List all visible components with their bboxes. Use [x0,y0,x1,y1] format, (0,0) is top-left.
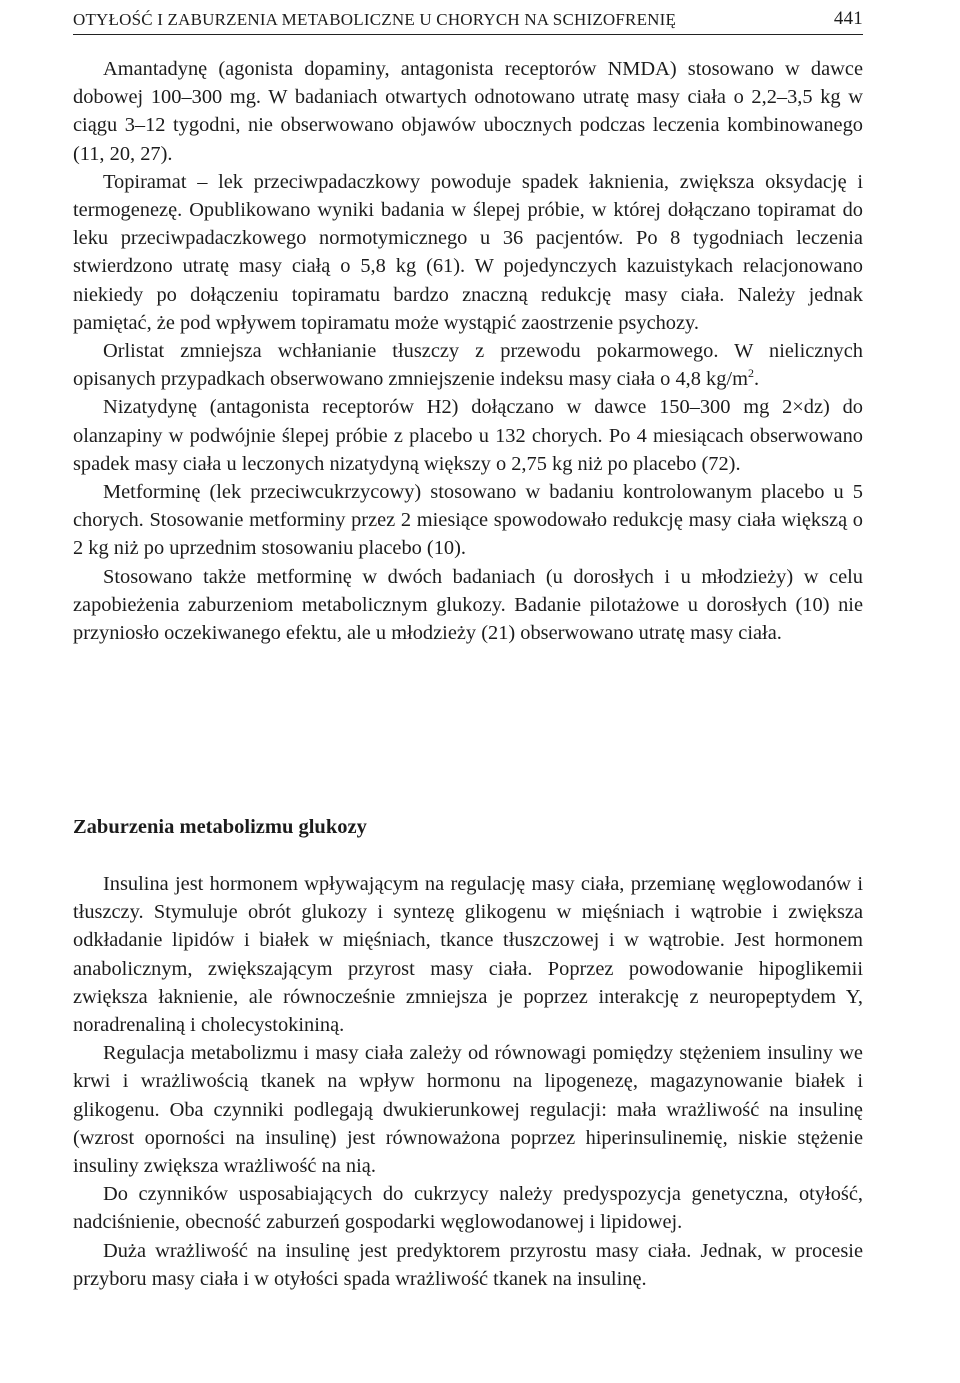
paragraph-orlistat [73,337,863,393]
body-text-bottom [73,870,863,1293]
running-header [73,4,863,35]
running-title: OTYŁOŚĆ I ZABURZENIA METABOLICZNE U CHORYCH NA SCHIZOFRENIĘ [73,10,677,29]
paragraph-sensitivity: Duża wrażliwość na insulinę jest predyktorem przyrostu masy ciała. Jednak, w procesie przyboru masy ciała i w otyłości spada wrażliwość tkanek na insulinę. [73,1239,863,1290]
paragraph-regulation: Regulacja metabolizmu i masy ciała zależy od równowagi pomiędzy stężeniem insuliny we krwi i wrażliwością tkanek na wpływ hormonu na lipogenezę, magazynowanie białek i glikogenu. Oba czynniki podlegają dwukierunkowej regulacji: mała wrażliwość na insulinę (wzrost oporności na insulinę) jest równoważona poprzez hiperinsulinemię, niskie stężenie insuliny zwiększa wrażliwość na nią. [73,1042,863,1178]
orlistat-superscript: 2 [747,366,754,381]
orlistat-text: Orlistat zmniejsza wchłanianie tłuszczy z przewodu pokarmowego. W nielicznych opisanych przypadkach obserwowano zmniejszenie indeksu masy ciała o 4,8 kg/m [73,340,863,391]
orlistat-period: . [753,368,760,391]
paragraph-amantadine: Amantadynę (agonista dopaminy, antagonista receptorów NMDA) stosowano w dawce dobowej 100–300 mg. W badaniach otwartych odnotowano utratę masy ciała o 2,2–3,5 kg w ciągu 3–12 tygodni, nie obserwowano objawów ubocznych podczas leczenia kombinowanego (11, 20, 27). [73,58,863,165]
paragraph-topiramate: Topiramat – lek przeciwpadaczkowy powoduje spadek łaknienia, zwiększa oksydację i termogenezę. Opublikowano wyniki badania w ślepej próbie, w której dołączano topiramat do leku przeciwpadaczkowego normotymicznego u 36 pacjentów. Po 8 tygodniach leczenia stwierdzono utratę masy ciałą o 5,8 kg (61). W pojedynczych kazuistykach relacjonowano niekiedy po dołączeniu topiramatu bardzo znaczną redukcję masy ciała. Należy jednak pamiętać, że pod wpływem topiramatu może wystąpić zaostrzenie psychozy. [73,170,863,334]
section-heading: Zaburzenia metabolizmu glukozy [73,816,367,838]
paragraph-metformin-2: Stosowano także metforminę w dwóch badaniach (u dorosłych i u młodzieży) w celu zapobieżenia zaburzeniom metabolicznym glukozy. Badanie pilotażowe u dorosłych (10) nie przyniosło oczekiwanego efektu, ale u młodzieży (21) obserwowano utratę masy ciała. [73,565,863,645]
paragraph-insulin: Insulina jest hormonem wpływającym na regulację masy ciała, przemianę węglowodanów i tłuszczy. Stymuluje obrót glukozy i syntezę glikogenu w mięśniach i wątrobie i zwiększa odkładanie lipidów i białek w mięśniach, tkance tłuszczowej i w wątrobie. Jest hormonem anabolicznym, zwiększającym przyrost masy ciała. Poprzez powodowanie hipoglikemii zwiększa łaknienie, ale równocześnie zmniejsza je poprzez interakcję z neuropeptydem Y, noradrenaliną i cholecystokininą. [73,873,863,1037]
paragraph-risk-factors: Do czynników usposabiających do cukrzycy należy predyspozycja genetyczna, otyłość, nadciśnienie, obecność zaburzeń gospodarki węglowodanowej i lipidowej. [73,1183,863,1234]
paragraph-nizatidine: Nizatydynę (antagonista receptorów H2) dołączano w dawce 150–300 mg 2×dz) do olanzapiny w podwójnie ślepej próbie z placebo u 132 chorych. Po 4 miesiącach obserwowano spadek masy ciała u leczonych nizatydyną większy o 2,75 kg niż po placebo (72). [73,396,863,475]
body-text-top [73,55,863,647]
paragraph-metformin-1: Metforminę (lek przeciwcukrzycowy) stosowano w badaniu kontrolowanym placebo u 5 chorych. Stosowanie metforminy przez 2 miesiące spowodowało redukcję masy ciała większą o 2 kg niż po uprzednim stosowaniu placebo (10). [73,481,863,560]
page-number: 441 [833,8,863,29]
